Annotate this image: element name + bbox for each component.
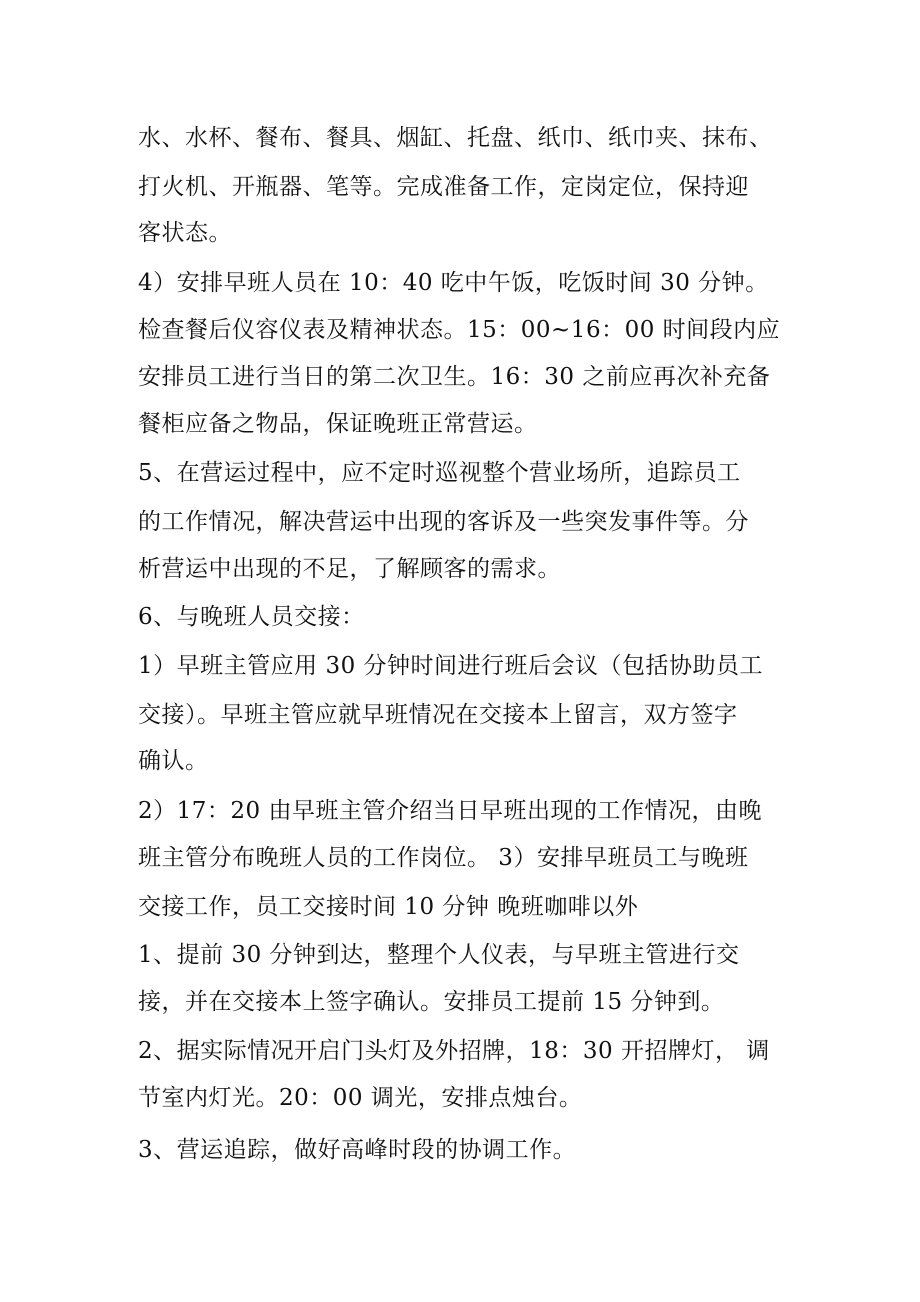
text-line: 2）17：20 由早班主管介绍当日早班出现的工作情况，由晚 [138, 798, 762, 824]
text-line: 节室内灯光。20：00 调光，安排点烛台。 [138, 1085, 583, 1111]
text-line: 1）早班主管应用 30 分钟时间进行班后会议（包括协助员工 [138, 653, 764, 679]
text-line: 班主管分布晚班人员的工作岗位。 3）安排早班员工与晚班 [138, 845, 749, 871]
text-line: 打火机、开瓶器、笔等。完成准备工作，定岗定位，保持迎 [138, 174, 749, 200]
text-line: 交接）。早班主管应就早班情况在交接本上留言，双方签字 [138, 702, 738, 728]
text-line: 的工作情况，解决营运中出现的客诉及一些突发事件等。分 [138, 509, 749, 535]
text-line: 餐柜应备之物品，保证晚班正常营运。 [138, 411, 538, 437]
text-line: 3、营运追踪，做好高峰时段的协调工作。 [138, 1137, 577, 1163]
text-line: 1、提前 30 分钟到达，整理个人仪表，与早班主管进行交 [138, 942, 740, 968]
text-line: 6、与晚班人员交接： [138, 604, 365, 630]
text-line: 安排员工进行当日的第二次卫生。16：30 之前应再次补充备 [138, 364, 771, 390]
text-line: 5、在营运过程中，应不定时巡视整个营业场所，追踪员工 [138, 460, 741, 486]
text-line: 4）安排早班人员在 10：40 吃中午饭，吃饭时间 30 分钟。 [138, 270, 769, 296]
text-line: 客状态。 [138, 220, 232, 246]
text-line: 析营运中出现的不足，了解顾客的需求。 [138, 556, 561, 582]
text-line: 2、据实际情况开启门头灯及外招牌，18：30 开招牌灯， 调 [138, 1038, 770, 1064]
text-line: 确认。 [138, 748, 209, 774]
text-line: 接，并在交接本上签字确认。安排员工提前 15 分钟到。 [138, 989, 725, 1015]
text-line: 交接工作，员工交接时间 10 分钟 晚班咖啡以外 [138, 894, 639, 920]
text-line: 检查餐后仪容仪表及精神状态。15：00~16：00 时间段内应 [138, 317, 781, 343]
text-line: 水、水杯、餐布、餐具、烟缸、托盘、纸巾、纸巾夹、抹布、 [138, 125, 773, 151]
